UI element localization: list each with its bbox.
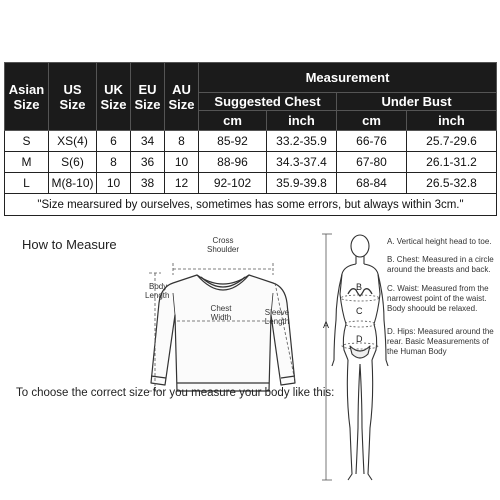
header-uk-size: UK Size: [97, 63, 131, 131]
instruction-chest: B. Chest: Measured in a circle around the breasts and back.: [387, 255, 494, 274]
table-cell: M(8-10): [49, 173, 97, 194]
header-au-size: AU Size: [165, 63, 199, 131]
header-eu-size: EU Size: [131, 63, 165, 131]
header-chest-inch: inch: [267, 111, 337, 131]
label-chest-width-2: Width: [210, 313, 232, 322]
size-error-note: "Size mearsured by ourselves, sometimes has some errors, but always within 3cm.": [5, 194, 497, 216]
table-cell: 88-96: [199, 152, 267, 173]
instruction-hips: D. Hips: Measured around the rear. Basic Measurements of the Human Body: [387, 327, 494, 356]
header-asian-size: Asian Size: [5, 63, 49, 131]
table-cell: 25.7-29.6: [407, 131, 497, 152]
label-body-length-1: Body: [149, 282, 168, 291]
instruction-height: A. Vertical height head to toe.: [387, 237, 492, 246]
table-note-row: [5, 194, 497, 216]
header-bust-inch: inch: [407, 111, 497, 131]
table-cell: S(6): [49, 152, 97, 173]
table-row: [5, 152, 497, 173]
table-cell: 26.5-32.8: [407, 173, 497, 194]
table-cell: 10: [97, 173, 131, 194]
label-sleeve-length-2: Length: [264, 317, 290, 326]
table-cell: M: [5, 152, 49, 173]
table-cell: 12: [165, 173, 199, 194]
header-chest-cm: cm: [199, 111, 267, 131]
table-cell: 38: [131, 173, 165, 194]
table-cell: 34: [131, 131, 165, 152]
how-to-measure-title: How to Measure: [22, 237, 117, 252]
shirt-diagram: [135, 233, 310, 408]
table-cell: 8: [165, 131, 199, 152]
label-body-length-2: Length: [145, 291, 170, 300]
table-cell: 36: [131, 152, 165, 173]
table-cell: 85-92: [199, 131, 267, 152]
size-chart-table: [4, 62, 497, 216]
header-us-size: US Size: [49, 63, 97, 131]
table-cell: 26.1-31.2: [407, 152, 497, 173]
table-cell: 6: [97, 131, 131, 152]
table-cell: 66-76: [337, 131, 407, 152]
marker-d: D: [356, 334, 363, 344]
header-bust-cm: cm: [337, 111, 407, 131]
label-chest-width-1: Chest: [210, 304, 232, 313]
measurement-instructions: [387, 237, 499, 365]
table-cell: 8: [97, 152, 131, 173]
header-under-bust: Under Bust: [337, 93, 497, 111]
marker-b: B: [356, 282, 363, 292]
table-row: [5, 173, 497, 194]
table-cell: 34.3-37.4: [267, 152, 337, 173]
table-cell: 35.9-39.8: [267, 173, 337, 194]
header-suggested-chest: Suggested Chest: [199, 93, 337, 111]
label-cross-shoulder-1: Cross: [212, 236, 234, 245]
marker-a: A: [323, 320, 330, 330]
label-cross-shoulder-2: Shoulder: [206, 245, 240, 254]
table-cell: 10: [165, 152, 199, 173]
table-cell: 33.2-35.9: [267, 131, 337, 152]
table-cell: S: [5, 131, 49, 152]
table-cell: 67-80: [337, 152, 407, 173]
header-measurement: Measurement: [199, 63, 497, 93]
marker-c: C: [356, 306, 363, 316]
table-row: [5, 131, 497, 152]
choose-size-text: To choose the correct size for you measure your body like this:: [16, 387, 335, 399]
label-sleeve-length-1: Sleeve: [264, 308, 290, 317]
instruction-waist: C. Waist: Measured from the narrowest point of the waist. Body shoould be relaxed.: [387, 284, 489, 313]
table-cell: 92-102: [199, 173, 267, 194]
table-cell: 68-84: [337, 173, 407, 194]
table-cell: L: [5, 173, 49, 194]
table-cell: XS(4): [49, 131, 97, 152]
